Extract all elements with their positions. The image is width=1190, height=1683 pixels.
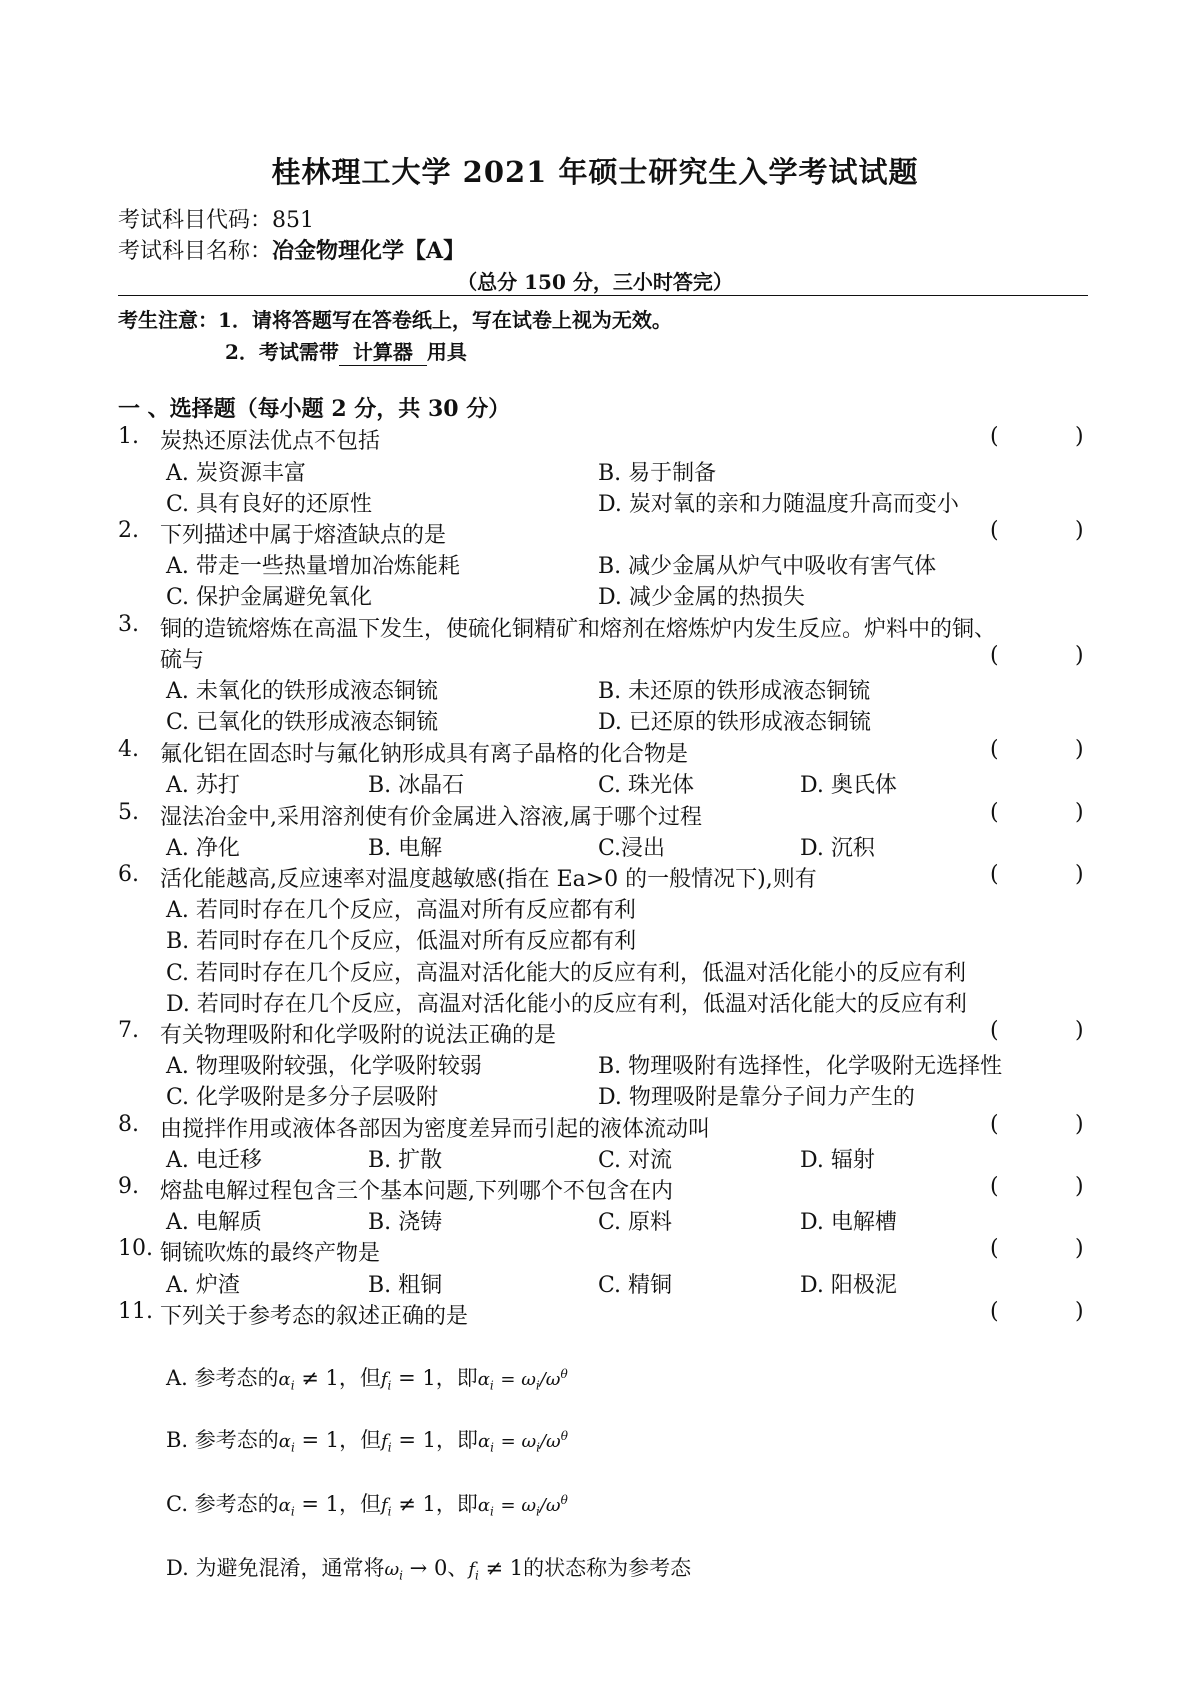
q2-option-d: D. 减少金属的热损失 [598,585,805,610]
notice-line-2 [225,336,467,366]
q11-a-mid: ，但 [338,1366,381,1390]
answer-paren-close: ) [1075,1112,1084,1137]
q5-option-d: D. 沉积 [800,836,875,861]
answer-paren-open: ( [990,1299,999,1324]
notice-line-1 [118,304,672,333]
q7-option-d: D. 物理吸附是靠分子间力产生的 [598,1085,915,1110]
question-9-text: 熔盐电解过程包含三个基本问题,下列哪个不包含在内 [160,1179,673,1204]
f-symbol: $f_i$ [381,1495,392,1519]
answer-paren-open: ( [990,737,999,762]
q11-c-rel1: = 1 [301,1492,339,1516]
q10-option-b: B. 粗铜 [368,1273,443,1298]
question-8-number: 8. [118,1112,139,1137]
answer-paren-open: ( [990,518,999,543]
notice-tool-blank: 计算器 [339,336,427,366]
question-2-number: 2. [118,518,139,543]
answer-paren-open: ( [990,1236,999,1261]
q11-a-pre: A. 参考态的 [166,1366,279,1390]
q9-option-a: A. 电解质 [166,1210,262,1235]
q4-option-b: B. 冰晶石 [368,773,465,798]
q3-option-c: C. 已氧化的铁形成液态铜锍 [166,710,439,735]
notice-text-1: 1．请将答题写在答卷纸上，写在试卷上视为无效。 [218,308,672,332]
alpha-symbol: $\alpha_i$ [477,1431,494,1455]
q3-option-d: D. 已还原的铁形成液态铜锍 [598,710,871,735]
q1-option-b: B. 易于制备 [598,461,717,486]
question-10-text: 铜锍吹炼的最终产物是 [160,1241,381,1266]
q8-option-d: D. 辐射 [800,1148,875,1173]
question-6-number: 6. [118,862,139,887]
answer-paren-open: ( [990,862,999,887]
q6-option-c: C. 若同时存在几个反应，高温对活化能大的反应有利，低温对活化能小的反应有利 [166,961,967,986]
q11-c-pre: C. 参考态的 [166,1492,279,1516]
answer-paren-close: ) [1075,800,1084,825]
q6-option-a: A. 若同时存在几个反应，高温对所有反应都有利 [166,898,636,923]
subject-code-label: 考试科目代码： [118,208,273,233]
answer-paren-open: ( [990,1112,999,1137]
question-4-text: 氟化铝在固态时与氟化钠形成具有离子晶格的化合物是 [160,742,689,767]
answer-paren-close: ) [1075,424,1084,449]
alpha-symbol: $\alpha_i$ [477,1369,494,1393]
q11-d-pre: D. 为避免混淆，通常将 [166,1556,385,1580]
q11-c-rel2: ≠ 1 [398,1492,436,1516]
q11-b-rel1: = 1 [301,1428,340,1452]
q8-option-c: C. 对流 [598,1148,673,1173]
subject-name-label: 考试科目名称： [118,239,273,264]
alpha-symbol: $\alpha_i$ [477,1495,494,1519]
omega-ratio: = $\omega_i/\omega^\theta$ [500,1493,568,1519]
question-8-text: 由搅拌作用或液体各部因为密度差异而引起的液体流动叫 [160,1117,711,1142]
q6-option-b: B. 若同时存在几个反应，低温对所有反应都有利 [166,929,637,954]
q1-option-a: A. 炭资源丰富 [166,461,306,486]
answer-paren-close: ) [1075,518,1084,543]
f-symbol: $f_i$ [380,1369,392,1393]
section-title: 一 、选择题（每小题 2 分，共 30 分） [118,396,511,422]
answer-paren-open: ( [990,1018,999,1043]
answer-paren-open: ( [990,643,999,668]
question-10-number: 10. [118,1236,153,1261]
answer-paren-close: ) [1075,1299,1084,1324]
q7-option-a: A. 物理吸附较强，化学吸附较弱 [166,1054,482,1079]
q5-option-b: B. 电解 [368,836,443,861]
q11-d-rel: ≠ 1 [485,1556,524,1580]
q10-option-d: D. 阳极泥 [800,1273,897,1298]
alpha-symbol: $\alpha_i$ [278,1369,295,1393]
f-symbol: $f_i$ [468,1559,479,1583]
q11-d-arrow: → 0、 [409,1556,469,1580]
notice-text-2-pre: 2．考试需带 [225,340,339,364]
q8-option-b: B. 扩散 [368,1148,443,1173]
question-1 [118,424,139,449]
alpha-symbol: $\alpha_i$ [278,1431,295,1455]
answer-paren-close: ) [1075,643,1084,668]
subject-name: 冶金物理化学【A】 [272,238,466,264]
omega-ratio: = $\omega_i/\omega^\theta$ [500,1429,568,1455]
q10-option-c: C. 精铜 [598,1273,673,1298]
q11-a-rel2: = 1 [398,1366,436,1390]
q7-option-c: C. 化学吸附是多分子层吸附 [166,1085,439,1110]
question-7-number: 7. [118,1018,139,1043]
q4-option-d: D. 奥氏体 [800,773,897,798]
answer-paren-close: ) [1075,1236,1084,1261]
subject-name-line [118,234,465,265]
q6-option-d: D. 若同时存在几个反应，高温对活化能小的反应有利，低温对活化能大的反应有利 [166,992,967,1017]
subject-code-line [118,203,314,234]
question-6-text: 活化能越高,反应速率对温度越敏感(指在 Ea>0 的一般情况下),则有 [160,867,817,892]
q11-option-a [166,1362,568,1393]
omega-symbol: $\omega_i$ [384,1559,403,1583]
q1-option-c: C. 具有良好的还原性 [166,492,373,517]
q11-a-rel1: ≠ 1 [301,1366,339,1390]
q7-option-b: B. 物理吸附有选择性，化学吸附无选择性 [598,1054,1003,1079]
notice-text-2-post: 用具 [426,340,467,364]
answer-paren-close: ) [1075,1018,1084,1043]
q8-option-a: A. 电迁移 [166,1148,262,1173]
answer-paren-open: ( [990,1174,999,1199]
q11-option-c [166,1488,568,1519]
question-1-text: 炭热还原法优点不包括 [160,429,381,454]
q11-a-post: ，即 [435,1366,478,1390]
q11-b-pre: B. 参考态的 [166,1428,279,1452]
question-2-text: 下列描述中属于熔渣缺点的是 [160,523,447,548]
question-11-number: 11. [118,1299,153,1324]
header-divider [118,295,1088,296]
question-7-text: 有关物理吸附和化学吸附的说法正确的是 [160,1023,557,1048]
answer-paren-close: ) [1075,737,1084,762]
q11-option-d [166,1552,691,1583]
answer-paren-close: ) [1075,862,1084,887]
question-4-number: 4. [118,737,139,762]
answer-paren-open: ( [990,800,999,825]
q11-b-rel2: = 1 [398,1428,436,1452]
answer-paren-close: ) [1075,1174,1084,1199]
q9-option-d: D. 电解槽 [800,1210,897,1235]
q10-option-a: A. 炉渣 [166,1273,240,1298]
q9-option-c: C. 原料 [598,1210,673,1235]
page-title: 桂林理工大学 2021 年硕士研究生入学考试试题 [271,155,919,189]
q3-option-a: A. 未氧化的铁形成液态铜锍 [166,679,438,704]
q3-option-b: B. 未还原的铁形成液态铜锍 [598,679,871,704]
f-symbol: $f_i$ [381,1431,392,1455]
score-note: （总分 150 分，三小时答完） [457,270,733,294]
q9-option-b: B. 浇铸 [368,1210,443,1235]
subject-code: 851 [272,208,315,233]
question-number: 1. [118,424,139,449]
question-11-text: 下列关于参考态的叙述正确的是 [160,1304,469,1329]
q1-option-d: D. 炭对氧的亲和力随温度升高而变小 [598,492,959,517]
q11-b-post: ，即 [435,1428,478,1452]
question-9-number: 9. [118,1174,139,1199]
question-5-number: 5. [118,800,139,825]
question-3-number: 3. [118,612,139,637]
q2-option-a: A. 带走一些热量增加冶炼能耗 [166,554,460,579]
question-5-text: 湿法冶金中,采用溶剂使有价金属进入溶液,属于哪个过程 [160,805,702,830]
q4-option-c: C. 珠光体 [598,773,695,798]
question-3-text-cont: 硫与 [160,648,205,673]
q11-b-mid: ，但 [339,1428,382,1452]
q11-option-b [166,1424,568,1455]
q11-c-post: ，即 [435,1492,478,1516]
q4-option-a: A. 苏打 [166,773,240,798]
q11-c-mid: ，但 [339,1492,381,1516]
notice-prefix: 考生注意： [118,308,218,332]
q11-d-post: 的状态称为参考态 [523,1556,692,1580]
q2-option-b: B. 减少金属从炉气中吸收有害气体 [598,554,937,579]
q5-option-c: C.浸出 [598,836,666,861]
omega-ratio: = $\omega_i/\omega^\theta$ [500,1367,568,1393]
alpha-symbol: $\alpha_i$ [278,1495,295,1519]
q5-option-a: A. 净化 [166,836,240,861]
answer-paren-open: ( [990,424,999,449]
q2-option-c: C. 保护金属避免氧化 [166,585,373,610]
question-3-text: 铜的造锍熔炼在高温下发生，使硫化铜精矿和熔剂在熔炼炉内发生反应。炉料中的铜、 [160,617,997,642]
